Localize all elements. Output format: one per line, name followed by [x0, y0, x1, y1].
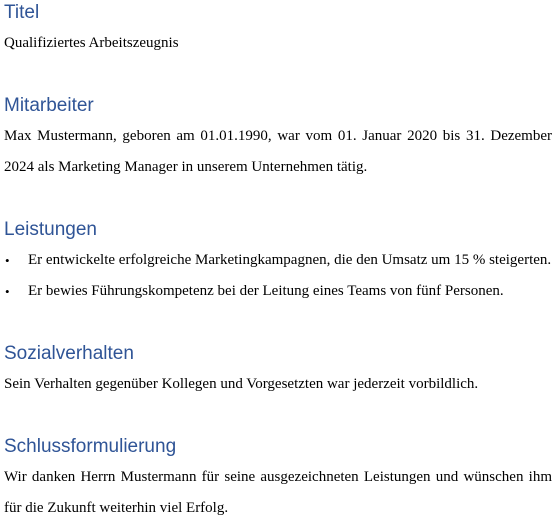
- list-item: [4, 245, 554, 276]
- bullet-icon: •: [5, 284, 10, 299]
- leistungen-list: [4, 245, 554, 307]
- heading-mitarbeiter: Mitarbeiter: [4, 95, 94, 116]
- sozialverhalten-text: Sein Verhalten gegenüber Kollegen und Vorgesetzten war jederzeit vorbildlich.: [4, 376, 479, 392]
- heading-schlussformulierung: Schlussformulierung: [4, 436, 177, 457]
- list-item-text: Er entwickelte erfolgreiche Marketingkampagnen, die den Umsatz um 15 % steigerten.: [28, 252, 552, 268]
- schlussformulierung-text: Wir danken Herrn Mustermann für seine ausgezeichneten Leistungen und wünschen ihm für die Zukunft weiterhin viel Erfolg.: [4, 469, 552, 516]
- heading-titel: Titel: [4, 2, 40, 23]
- bullet-icon: •: [5, 253, 10, 268]
- heading-leistungen: Leistungen: [4, 219, 97, 240]
- titel-text: Qualifiziertes Arbeitszeugnis: [4, 35, 179, 51]
- heading-sozialverhalten: Sozialverhalten: [4, 343, 134, 364]
- list-item: [4, 276, 554, 307]
- list-item-text: Er bewies Führungskompetenz bei der Leitung eines Teams von fünf Personen.: [28, 283, 504, 299]
- mitarbeiter-text: Max Mustermann, geboren am 01.01.1990, war vom 01. Januar 2020 bis 31. Dezember 2024 als Marketing Manager in unserem Unternehmen tätig.: [4, 128, 552, 175]
